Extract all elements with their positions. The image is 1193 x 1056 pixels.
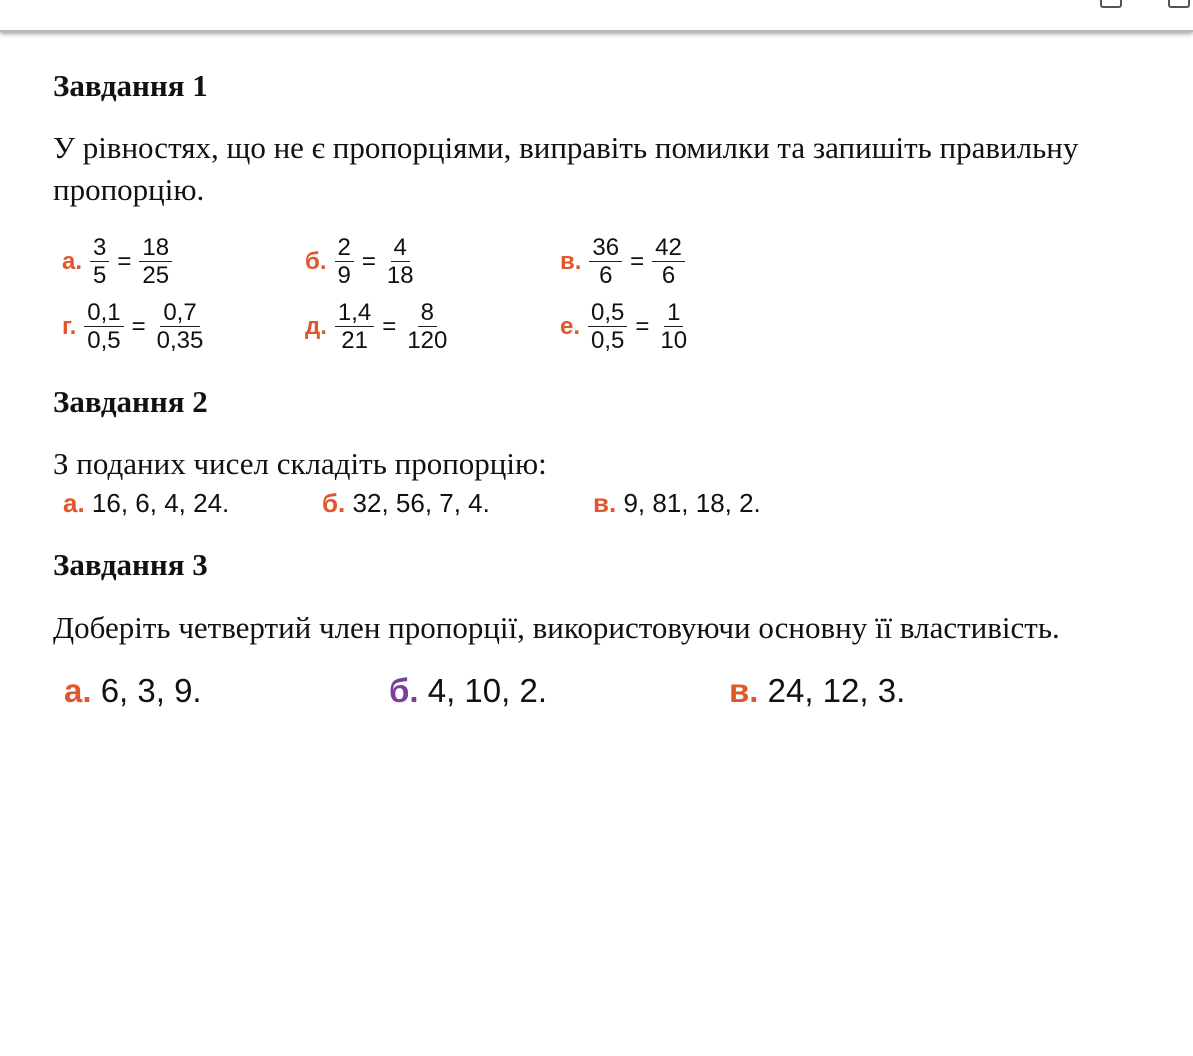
fraction-right: $\frac{4}{18}$ bbox=[386, 234, 414, 289]
task1-item-b: б. $\frac{2}{9}$ = $\frac{4}{18}$ bbox=[305, 234, 419, 289]
item-label: а. bbox=[62, 247, 83, 275]
task3-item-b: б. 4, 10, 2. bbox=[389, 672, 547, 709]
task3-text: Доберіть четвертий член пропорції, використовуючи основну її властивість. bbox=[53, 610, 1060, 645]
task1-item-d: д. $\frac{1,4}{21}$ = $\frac{8}{120}$ bbox=[305, 299, 452, 354]
task1-item-v: в. $\frac{36}{6}$ = $\frac{42}{6}$ bbox=[560, 234, 687, 289]
fraction-left: $\frac{1,4}{21}$ bbox=[335, 299, 374, 354]
fraction-left: $\frac{2}{9}$ bbox=[335, 234, 354, 289]
item-label: е. bbox=[560, 312, 581, 340]
fraction-left: $\frac{36}{6}$ bbox=[589, 234, 622, 289]
fraction-left: $\frac{0,1}{0,5}$ bbox=[84, 299, 123, 354]
task2-heading: Завдання 2 bbox=[53, 384, 208, 419]
item-label: б. bbox=[305, 247, 327, 275]
fraction-right: $\frac{18}{25}$ bbox=[139, 234, 172, 289]
task2-text: З поданих чисел складіть пропорцію: bbox=[53, 446, 547, 481]
item-label: г. bbox=[62, 312, 77, 340]
task1-item-e: е. $\frac{0,5}{0,5}$ = $\frac{1}{10}$ bbox=[560, 299, 692, 354]
task1-item-a: а. $\frac{3}{5}$ = $\frac{18}{25}$ bbox=[62, 234, 174, 289]
fraction-right: $\frac{0,7}{0,35}$ bbox=[156, 299, 204, 354]
fraction-right: $\frac{1}{10}$ bbox=[660, 299, 688, 354]
task3-item-a: а. 6, 3, 9. bbox=[64, 672, 202, 709]
fraction-right: $\frac{8}{120}$ bbox=[407, 299, 448, 354]
task2-item-b: б. 32, 56, 7, 4. bbox=[322, 488, 490, 518]
tab-icon[interactable] bbox=[1168, 0, 1190, 8]
task2-item-v: в. 9, 81, 18, 2. bbox=[593, 488, 761, 518]
task1-text: У рівностях, що не є пропорціями, виправіть помилки та запишіть правильну пропорцію. bbox=[53, 130, 1079, 207]
task2-item-a: а. 16, 6, 4, 24. bbox=[63, 488, 230, 518]
task3-item-v: в. 24, 12, 3. bbox=[729, 672, 906, 709]
fraction-left: $\frac{3}{5}$ bbox=[90, 234, 109, 289]
fraction-left: $\frac{0,5}{0,5}$ bbox=[588, 299, 627, 354]
browser-toolbar bbox=[0, 0, 1193, 32]
item-label: в. bbox=[560, 247, 582, 275]
bookmark-icon[interactable] bbox=[1100, 0, 1122, 8]
task1-heading: Завдання 1 bbox=[53, 68, 208, 103]
task3-heading: Завдання 3 bbox=[53, 547, 208, 582]
task1-item-g: г. $\frac{0,1}{0,5}$ = $\frac{0,7}{0,35}$ bbox=[62, 299, 208, 354]
fraction-right: $\frac{42}{6}$ bbox=[652, 234, 685, 289]
item-label: д. bbox=[305, 312, 327, 340]
